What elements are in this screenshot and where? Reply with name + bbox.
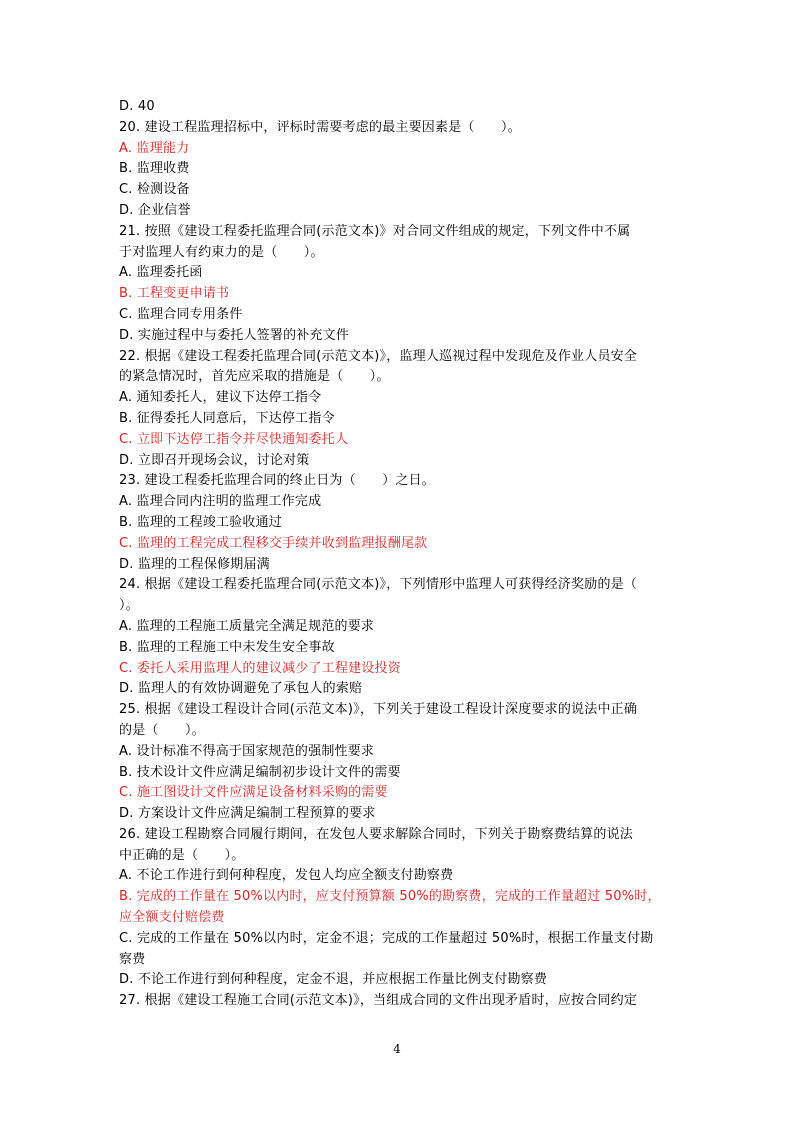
text-line: A. 设计标准不得高于国家规范的强制性要求: [119, 743, 375, 759]
page-number: 4: [393, 1042, 401, 1056]
answer-line: C. 委托人采用监理人的建议减少了工程建设投资: [119, 660, 401, 676]
text-line: C. 完成的工作量在 50%以内时，定金不退；完成的工作量超过 50%时，根据工作量支付勘: [119, 930, 654, 946]
text-line: 的紧急情况时，首先应采取的措施是（ ）。: [119, 369, 390, 385]
text-line: 23. 建设工程委托监理合同的终止日为（ ）之日。: [119, 473, 436, 489]
text-line: C. 监理合同专用条件: [119, 306, 243, 322]
text-line: D. 40: [119, 99, 155, 114]
document-body: [119, 97, 675, 1012]
text-line: 中正确的是（ ）。: [119, 847, 245, 863]
text-line: D. 方案设计文件应满足编制工程预算的要求: [119, 806, 376, 822]
text-line: 察费: [119, 951, 146, 967]
text-line: B. 监理收费: [119, 161, 190, 177]
text-line: D. 监理的工程保修期届满: [119, 556, 270, 572]
answer-line: B. 工程变更申请书: [119, 286, 230, 302]
answer-line: B. 完成的工作量在 50%以内时，应支付预算额 50%的勘察费，完成的工作量超过 50%时，: [119, 889, 661, 905]
text-line: A. 通知委托人，建议下达停工指令: [119, 390, 322, 406]
text-line: A. 监理的工程施工质量完全满足规范的要求: [119, 618, 375, 634]
text-line: D. 企业信誉: [119, 202, 191, 218]
text-line: B. 监理的工程竣工验收通过: [119, 514, 282, 530]
text-line: ）。: [119, 598, 139, 614]
text-line: D. 不论工作进行到何种程度，定金不退，并应根据工作量比例支付勘察费: [119, 972, 548, 988]
answer-line: A. 监理能力: [119, 140, 190, 156]
text-line: A. 监理合同内注明的监理工作完成: [119, 494, 322, 510]
text-line: A. 监理委托函: [119, 265, 203, 281]
text-line: 于对监理人有约束力的是（ ）。: [119, 244, 324, 260]
answer-line: C. 监理的工程完成工程移交手续并收到监理报酬尾款: [119, 535, 428, 551]
text-line: B. 技术设计文件应满足编制初步设计文件的需要: [119, 764, 401, 780]
text-line: 21. 按照《建设工程委托监理合同(示范文本)》对合同文件组成的规定，下列文件中不属: [119, 223, 631, 239]
text-line: A. 不论工作进行到何种程度，发包人均应全额支付勘察费: [119, 868, 454, 884]
answer-line: C. 施工图设计文件应满足设备材料采购的需要: [119, 785, 388, 801]
text-line: 27. 根据《建设工程施工合同(示范文本)》，当组成合同的文件出现矛盾时，应按合同约定: [119, 993, 638, 1009]
answer-line: C. 立即下达停工指令并尽快通知委托人: [119, 431, 349, 447]
text-line: 的是（ ）。: [119, 722, 205, 738]
text-line: B. 征得委托人同意后，下达停工指令: [119, 410, 335, 426]
text-line: D. 立即召开现场会议，讨论对策: [119, 452, 310, 468]
text-line: C. 检测设备: [119, 182, 190, 198]
text-line: 25. 根据《建设工程设计合同(示范文本)》，下列关于建设工程设计深度要求的说法中正确: [119, 702, 638, 718]
text-line: D. 监理人的有效协调避免了承包人的索赔: [119, 681, 363, 697]
text-line: 26. 建设工程勘察合同履行期间，在发包人要求解除合同时，下列关于勘察费结算的说法: [119, 826, 634, 842]
text-line: 22. 根据《建设工程委托监理合同(示范文本)》，监理人巡视过程中发现危及作业人员安全: [119, 348, 638, 364]
text-line: B. 监理的工程施工中未发生安全事故: [119, 639, 335, 655]
text-line: 20. 建设工程监理招标中，评标时需要考虑的最主要因素是（ ）。: [119, 119, 521, 135]
answer-line: 应全额支付赔偿费: [119, 910, 225, 926]
text-line: 24. 根据《建设工程委托监理合同(示范文本)》，下列情形中监理人可获得经济奖励的是（: [119, 577, 638, 593]
text-line: D. 实施过程中与委托人签署的补充文件: [119, 327, 350, 343]
